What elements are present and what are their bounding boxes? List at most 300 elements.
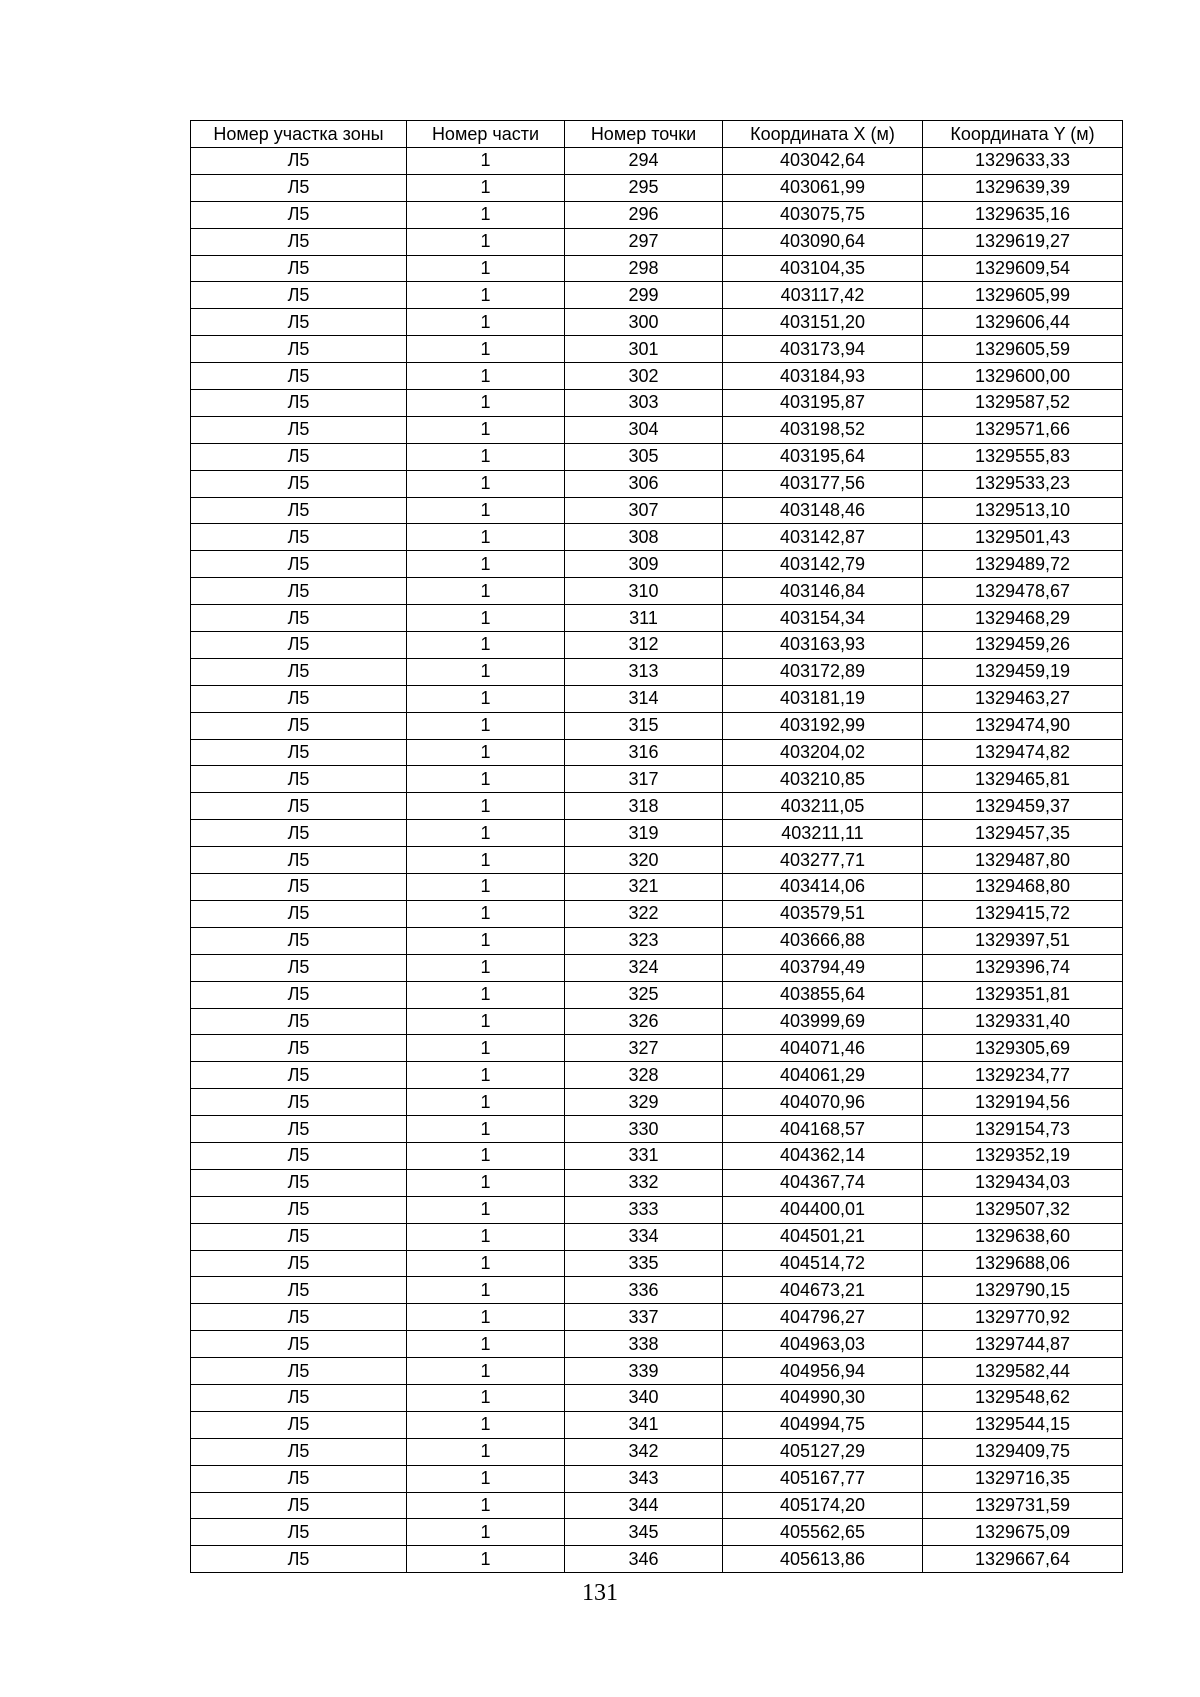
- point-number-cell: 310: [565, 578, 723, 605]
- coordinate-y-cell: 1329396,74: [923, 954, 1123, 981]
- coordinate-x-cell: 404071,46: [723, 1035, 923, 1062]
- point-number-cell: 316: [565, 739, 723, 766]
- coordinate-y-cell: 1329675,09: [923, 1519, 1123, 1546]
- coordinate-x-cell: 405174,20: [723, 1492, 923, 1519]
- zone-section-cell: Л5: [191, 874, 407, 901]
- point-number-cell: 319: [565, 820, 723, 847]
- table-row: [191, 201, 1123, 228]
- table-row: [191, 282, 1123, 309]
- table-row: [191, 1492, 1123, 1519]
- zone-section-cell: Л5: [191, 1358, 407, 1385]
- part-number-cell: 1: [407, 1384, 565, 1411]
- zone-section-cell: Л5: [191, 1519, 407, 1546]
- point-number-cell: 341: [565, 1411, 723, 1438]
- part-number-cell: 1: [407, 1062, 565, 1089]
- zone-section-cell: Л5: [191, 1250, 407, 1277]
- header-coordinate-x: Координата X (м): [723, 121, 923, 148]
- part-number-cell: 1: [407, 1035, 565, 1062]
- point-number-cell: 294: [565, 148, 723, 175]
- coordinate-x-cell: 403151,20: [723, 309, 923, 336]
- zone-section-cell: Л5: [191, 255, 407, 282]
- coordinate-y-cell: 1329513,10: [923, 497, 1123, 524]
- coordinate-y-cell: 1329609,54: [923, 255, 1123, 282]
- coordinate-y-cell: 1329770,92: [923, 1304, 1123, 1331]
- table-row: [191, 255, 1123, 282]
- coordinate-x-cell: 403104,35: [723, 255, 923, 282]
- table-row: [191, 847, 1123, 874]
- coordinate-y-cell: 1329459,26: [923, 632, 1123, 659]
- coordinate-x-cell: 404990,30: [723, 1384, 923, 1411]
- coordinate-y-cell: 1329548,62: [923, 1384, 1123, 1411]
- table-row: [191, 416, 1123, 443]
- table-row: [191, 1169, 1123, 1196]
- zone-section-cell: Л5: [191, 1116, 407, 1143]
- coordinate-y-cell: 1329605,59: [923, 336, 1123, 363]
- table-row: [191, 658, 1123, 685]
- coordinate-y-cell: 1329744,87: [923, 1331, 1123, 1358]
- zone-section-cell: Л5: [191, 820, 407, 847]
- coordinate-y-cell: 1329544,15: [923, 1411, 1123, 1438]
- coordinate-x-cell: 404963,03: [723, 1331, 923, 1358]
- zone-section-cell: Л5: [191, 1546, 407, 1573]
- table-row: [191, 1519, 1123, 1546]
- part-number-cell: 1: [407, 739, 565, 766]
- coordinate-x-cell: 404514,72: [723, 1250, 923, 1277]
- part-number-cell: 1: [407, 1089, 565, 1116]
- table-row: [191, 954, 1123, 981]
- part-number-cell: 1: [407, 605, 565, 632]
- table-row: [191, 1411, 1123, 1438]
- coordinate-x-cell: 403195,64: [723, 443, 923, 470]
- coordinate-y-cell: 1329459,37: [923, 793, 1123, 820]
- coordinate-y-cell: 1329468,80: [923, 874, 1123, 901]
- table-row: [191, 766, 1123, 793]
- part-number-cell: 1: [407, 1465, 565, 1492]
- zone-section-cell: Л5: [191, 228, 407, 255]
- point-number-cell: 303: [565, 390, 723, 417]
- coordinate-y-cell: 1329457,35: [923, 820, 1123, 847]
- coordinate-x-cell: 403211,11: [723, 820, 923, 847]
- part-number-cell: 1: [407, 443, 565, 470]
- zone-section-cell: Л5: [191, 1411, 407, 1438]
- part-number-cell: 1: [407, 201, 565, 228]
- zone-section-cell: Л5: [191, 416, 407, 443]
- table-row: [191, 497, 1123, 524]
- point-number-cell: 307: [565, 497, 723, 524]
- coordinate-y-cell: 1329474,82: [923, 739, 1123, 766]
- table-row: [191, 712, 1123, 739]
- table-row: [191, 1196, 1123, 1223]
- coordinate-x-cell: 403211,05: [723, 793, 923, 820]
- zone-section-cell: Л5: [191, 927, 407, 954]
- coordinate-x-cell: 403277,71: [723, 847, 923, 874]
- coordinate-x-cell: 405613,86: [723, 1546, 923, 1573]
- point-number-cell: 318: [565, 793, 723, 820]
- coordinate-x-cell: 403163,93: [723, 632, 923, 659]
- coordinate-x-cell: 403146,84: [723, 578, 923, 605]
- coordinate-y-cell: 1329619,27: [923, 228, 1123, 255]
- part-number-cell: 1: [407, 416, 565, 443]
- part-number-cell: 1: [407, 954, 565, 981]
- zone-section-cell: Л5: [191, 632, 407, 659]
- coordinate-x-cell: 404070,96: [723, 1089, 923, 1116]
- zone-section-cell: Л5: [191, 766, 407, 793]
- table-row: [191, 793, 1123, 820]
- point-number-cell: 320: [565, 847, 723, 874]
- coordinate-y-cell: 1329633,33: [923, 148, 1123, 175]
- point-number-cell: 335: [565, 1250, 723, 1277]
- table-row: [191, 1062, 1123, 1089]
- part-number-cell: 1: [407, 1358, 565, 1385]
- table-row: [191, 551, 1123, 578]
- zone-section-cell: Л5: [191, 658, 407, 685]
- coordinate-x-cell: 405167,77: [723, 1465, 923, 1492]
- table-header-row: [191, 121, 1123, 148]
- part-number-cell: 1: [407, 685, 565, 712]
- table-row: [191, 900, 1123, 927]
- table-row: [191, 632, 1123, 659]
- zone-section-cell: Л5: [191, 900, 407, 927]
- table-row: [191, 443, 1123, 470]
- zone-section-cell: Л5: [191, 1035, 407, 1062]
- coordinate-y-cell: 1329463,27: [923, 685, 1123, 712]
- zone-section-cell: Л5: [191, 578, 407, 605]
- coordinate-y-cell: 1329688,06: [923, 1250, 1123, 1277]
- point-number-cell: 298: [565, 255, 723, 282]
- coordinate-x-cell: 404400,01: [723, 1196, 923, 1223]
- part-number-cell: 1: [407, 981, 565, 1008]
- coordinate-y-cell: 1329352,19: [923, 1142, 1123, 1169]
- point-number-cell: 317: [565, 766, 723, 793]
- coordinates-table: [190, 120, 1123, 1573]
- table-row: [191, 685, 1123, 712]
- part-number-cell: 1: [407, 1223, 565, 1250]
- point-number-cell: 300: [565, 309, 723, 336]
- point-number-cell: 297: [565, 228, 723, 255]
- zone-section-cell: Л5: [191, 847, 407, 874]
- point-number-cell: 323: [565, 927, 723, 954]
- coordinate-x-cell: 403192,99: [723, 712, 923, 739]
- part-number-cell: 1: [407, 1492, 565, 1519]
- part-number-cell: 1: [407, 900, 565, 927]
- coordinate-x-cell: 403075,75: [723, 201, 923, 228]
- point-number-cell: 295: [565, 174, 723, 201]
- zone-section-cell: Л5: [191, 685, 407, 712]
- point-number-cell: 321: [565, 874, 723, 901]
- coordinate-x-cell: 403855,64: [723, 981, 923, 1008]
- table-row: [191, 820, 1123, 847]
- zone-section-cell: Л5: [191, 1304, 407, 1331]
- table-row: [191, 1116, 1123, 1143]
- coordinate-y-cell: 1329234,77: [923, 1062, 1123, 1089]
- zone-section-cell: Л5: [191, 1196, 407, 1223]
- point-number-cell: 340: [565, 1384, 723, 1411]
- zone-section-cell: Л5: [191, 739, 407, 766]
- header-point-number: Номер точки: [565, 121, 723, 148]
- coordinate-x-cell: 403579,51: [723, 900, 923, 927]
- coordinate-y-cell: 1329489,72: [923, 551, 1123, 578]
- part-number-cell: 1: [407, 578, 565, 605]
- zone-section-cell: Л5: [191, 981, 407, 1008]
- point-number-cell: 322: [565, 900, 723, 927]
- zone-section-cell: Л5: [191, 1438, 407, 1465]
- header-part-number: Номер части: [407, 121, 565, 148]
- part-number-cell: 1: [407, 470, 565, 497]
- part-number-cell: 1: [407, 1116, 565, 1143]
- part-number-cell: 1: [407, 766, 565, 793]
- coordinate-x-cell: 404796,27: [723, 1304, 923, 1331]
- part-number-cell: 1: [407, 1277, 565, 1304]
- zone-section-cell: Л5: [191, 309, 407, 336]
- coordinate-x-cell: 404367,74: [723, 1169, 923, 1196]
- zone-section-cell: Л5: [191, 551, 407, 578]
- table-row: [191, 1089, 1123, 1116]
- coordinate-y-cell: 1329731,59: [923, 1492, 1123, 1519]
- coordinate-y-cell: 1329194,56: [923, 1089, 1123, 1116]
- zone-section-cell: Л5: [191, 605, 407, 632]
- coordinate-y-cell: 1329305,69: [923, 1035, 1123, 1062]
- part-number-cell: 1: [407, 363, 565, 390]
- zone-section-cell: Л5: [191, 954, 407, 981]
- point-number-cell: 331: [565, 1142, 723, 1169]
- coordinate-x-cell: 404362,14: [723, 1142, 923, 1169]
- part-number-cell: 1: [407, 927, 565, 954]
- coordinate-x-cell: 403999,69: [723, 1008, 923, 1035]
- coordinate-x-cell: 403177,56: [723, 470, 923, 497]
- point-number-cell: 337: [565, 1304, 723, 1331]
- table-row: [191, 1250, 1123, 1277]
- point-number-cell: 342: [565, 1438, 723, 1465]
- table-row: [191, 1465, 1123, 1492]
- coordinate-y-cell: 1329716,35: [923, 1465, 1123, 1492]
- part-number-cell: 1: [407, 1331, 565, 1358]
- point-number-cell: 306: [565, 470, 723, 497]
- table-body: [191, 148, 1123, 1573]
- point-number-cell: 299: [565, 282, 723, 309]
- point-number-cell: 301: [565, 336, 723, 363]
- zone-section-cell: Л5: [191, 497, 407, 524]
- zone-section-cell: Л5: [191, 336, 407, 363]
- part-number-cell: 1: [407, 1546, 565, 1573]
- zone-section-cell: Л5: [191, 1142, 407, 1169]
- zone-section-cell: Л5: [191, 1062, 407, 1089]
- coordinate-y-cell: 1329638,60: [923, 1223, 1123, 1250]
- coordinate-y-cell: 1329501,43: [923, 524, 1123, 551]
- point-number-cell: 304: [565, 416, 723, 443]
- coordinate-x-cell: 403142,87: [723, 524, 923, 551]
- coordinate-y-cell: 1329397,51: [923, 927, 1123, 954]
- point-number-cell: 334: [565, 1223, 723, 1250]
- coordinate-y-cell: 1329478,67: [923, 578, 1123, 605]
- coordinate-x-cell: 403414,06: [723, 874, 923, 901]
- page-number: 131: [582, 1580, 618, 1606]
- point-number-cell: 312: [565, 632, 723, 659]
- part-number-cell: 1: [407, 228, 565, 255]
- point-number-cell: 343: [565, 1465, 723, 1492]
- part-number-cell: 1: [407, 497, 565, 524]
- point-number-cell: 311: [565, 605, 723, 632]
- point-number-cell: 327: [565, 1035, 723, 1062]
- coordinate-y-cell: 1329587,52: [923, 390, 1123, 417]
- coordinate-y-cell: 1329487,80: [923, 847, 1123, 874]
- coordinate-y-cell: 1329582,44: [923, 1358, 1123, 1385]
- coordinate-x-cell: 404061,29: [723, 1062, 923, 1089]
- point-number-cell: 305: [565, 443, 723, 470]
- part-number-cell: 1: [407, 1008, 565, 1035]
- part-number-cell: 1: [407, 658, 565, 685]
- zone-section-cell: Л5: [191, 201, 407, 228]
- coordinate-x-cell: 403184,93: [723, 363, 923, 390]
- coordinate-y-cell: 1329635,16: [923, 201, 1123, 228]
- point-number-cell: 344: [565, 1492, 723, 1519]
- coordinate-y-cell: 1329667,64: [923, 1546, 1123, 1573]
- table-row: [191, 1142, 1123, 1169]
- point-number-cell: 329: [565, 1089, 723, 1116]
- part-number-cell: 1: [407, 874, 565, 901]
- zone-section-cell: Л5: [191, 1277, 407, 1304]
- zone-section-cell: Л5: [191, 1465, 407, 1492]
- part-number-cell: 1: [407, 1142, 565, 1169]
- point-number-cell: 325: [565, 981, 723, 1008]
- coordinate-x-cell: 403172,89: [723, 658, 923, 685]
- part-number-cell: 1: [407, 1304, 565, 1331]
- table-row: [191, 1008, 1123, 1035]
- table-row: [191, 524, 1123, 551]
- coordinate-y-cell: 1329571,66: [923, 416, 1123, 443]
- zone-section-cell: Л5: [191, 390, 407, 417]
- coordinate-x-cell: 403794,49: [723, 954, 923, 981]
- part-number-cell: 1: [407, 336, 565, 363]
- part-number-cell: 1: [407, 390, 565, 417]
- coordinate-x-cell: 403061,99: [723, 174, 923, 201]
- zone-section-cell: Л5: [191, 1384, 407, 1411]
- coordinate-x-cell: 404673,21: [723, 1277, 923, 1304]
- zone-section-cell: Л5: [191, 148, 407, 175]
- table-row: [191, 390, 1123, 417]
- zone-section-cell: Л5: [191, 282, 407, 309]
- coordinate-y-cell: 1329533,23: [923, 470, 1123, 497]
- coordinate-x-cell: 403142,79: [723, 551, 923, 578]
- table-row: [191, 1277, 1123, 1304]
- zone-section-cell: Л5: [191, 1331, 407, 1358]
- zone-section-cell: Л5: [191, 1169, 407, 1196]
- table-row: [191, 228, 1123, 255]
- coordinate-y-cell: 1329600,00: [923, 363, 1123, 390]
- table-row: [191, 363, 1123, 390]
- coordinate-x-cell: 403181,19: [723, 685, 923, 712]
- point-number-cell: 336: [565, 1277, 723, 1304]
- header-zone-section: Номер участка зоны: [191, 121, 407, 148]
- point-number-cell: 326: [565, 1008, 723, 1035]
- point-number-cell: 346: [565, 1546, 723, 1573]
- zone-section-cell: Л5: [191, 443, 407, 470]
- zone-section-cell: Л5: [191, 1008, 407, 1035]
- coordinate-y-cell: 1329154,73: [923, 1116, 1123, 1143]
- coordinate-y-cell: 1329639,39: [923, 174, 1123, 201]
- coordinate-y-cell: 1329415,72: [923, 900, 1123, 927]
- coordinate-x-cell: 403666,88: [723, 927, 923, 954]
- point-number-cell: 330: [565, 1116, 723, 1143]
- point-number-cell: 328: [565, 1062, 723, 1089]
- coordinate-y-cell: 1329507,32: [923, 1196, 1123, 1223]
- table-row: [191, 605, 1123, 632]
- part-number-cell: 1: [407, 820, 565, 847]
- part-number-cell: 1: [407, 282, 565, 309]
- point-number-cell: 302: [565, 363, 723, 390]
- table-row: [191, 981, 1123, 1008]
- table-row: [191, 1331, 1123, 1358]
- table-row: [191, 336, 1123, 363]
- table-row: [191, 1546, 1123, 1573]
- point-number-cell: 324: [565, 954, 723, 981]
- table-row: [191, 1223, 1123, 1250]
- zone-section-cell: Л5: [191, 1089, 407, 1116]
- part-number-cell: 1: [407, 1250, 565, 1277]
- zone-section-cell: Л5: [191, 174, 407, 201]
- part-number-cell: 1: [407, 1438, 565, 1465]
- point-number-cell: 296: [565, 201, 723, 228]
- coordinate-x-cell: 405562,65: [723, 1519, 923, 1546]
- coordinate-x-cell: 404168,57: [723, 1116, 923, 1143]
- part-number-cell: 1: [407, 551, 565, 578]
- part-number-cell: 1: [407, 847, 565, 874]
- point-number-cell: 308: [565, 524, 723, 551]
- coordinate-x-cell: 403042,64: [723, 148, 923, 175]
- table-row: [191, 1384, 1123, 1411]
- table-row: [191, 1438, 1123, 1465]
- table-row: [191, 739, 1123, 766]
- part-number-cell: 1: [407, 1169, 565, 1196]
- coordinate-y-cell: 1329468,29: [923, 605, 1123, 632]
- coordinate-x-cell: 404501,21: [723, 1223, 923, 1250]
- table-row: [191, 148, 1123, 175]
- coordinate-x-cell: 403210,85: [723, 766, 923, 793]
- coordinate-x-cell: 403090,64: [723, 228, 923, 255]
- part-number-cell: 1: [407, 712, 565, 739]
- coordinate-y-cell: 1329409,75: [923, 1438, 1123, 1465]
- coordinate-x-cell: 403198,52: [723, 416, 923, 443]
- table-row: [191, 174, 1123, 201]
- coordinate-y-cell: 1329351,81: [923, 981, 1123, 1008]
- table-row: [191, 927, 1123, 954]
- part-number-cell: 1: [407, 524, 565, 551]
- coordinate-x-cell: 403195,87: [723, 390, 923, 417]
- coordinate-x-cell: 403154,34: [723, 605, 923, 632]
- point-number-cell: 332: [565, 1169, 723, 1196]
- coordinate-y-cell: 1329459,19: [923, 658, 1123, 685]
- zone-section-cell: Л5: [191, 470, 407, 497]
- part-number-cell: 1: [407, 632, 565, 659]
- point-number-cell: 345: [565, 1519, 723, 1546]
- part-number-cell: 1: [407, 1519, 565, 1546]
- coordinate-x-cell: 405127,29: [723, 1438, 923, 1465]
- part-number-cell: 1: [407, 309, 565, 336]
- table-row: [191, 1035, 1123, 1062]
- table-row: [191, 874, 1123, 901]
- coordinate-y-cell: 1329606,44: [923, 309, 1123, 336]
- point-number-cell: 313: [565, 658, 723, 685]
- zone-section-cell: Л5: [191, 1223, 407, 1250]
- point-number-cell: 339: [565, 1358, 723, 1385]
- coordinate-y-cell: 1329555,83: [923, 443, 1123, 470]
- part-number-cell: 1: [407, 1411, 565, 1438]
- coordinate-x-cell: 404994,75: [723, 1411, 923, 1438]
- coordinate-y-cell: 1329790,15: [923, 1277, 1123, 1304]
- point-number-cell: 333: [565, 1196, 723, 1223]
- table-row: [191, 309, 1123, 336]
- zone-section-cell: Л5: [191, 524, 407, 551]
- point-number-cell: 315: [565, 712, 723, 739]
